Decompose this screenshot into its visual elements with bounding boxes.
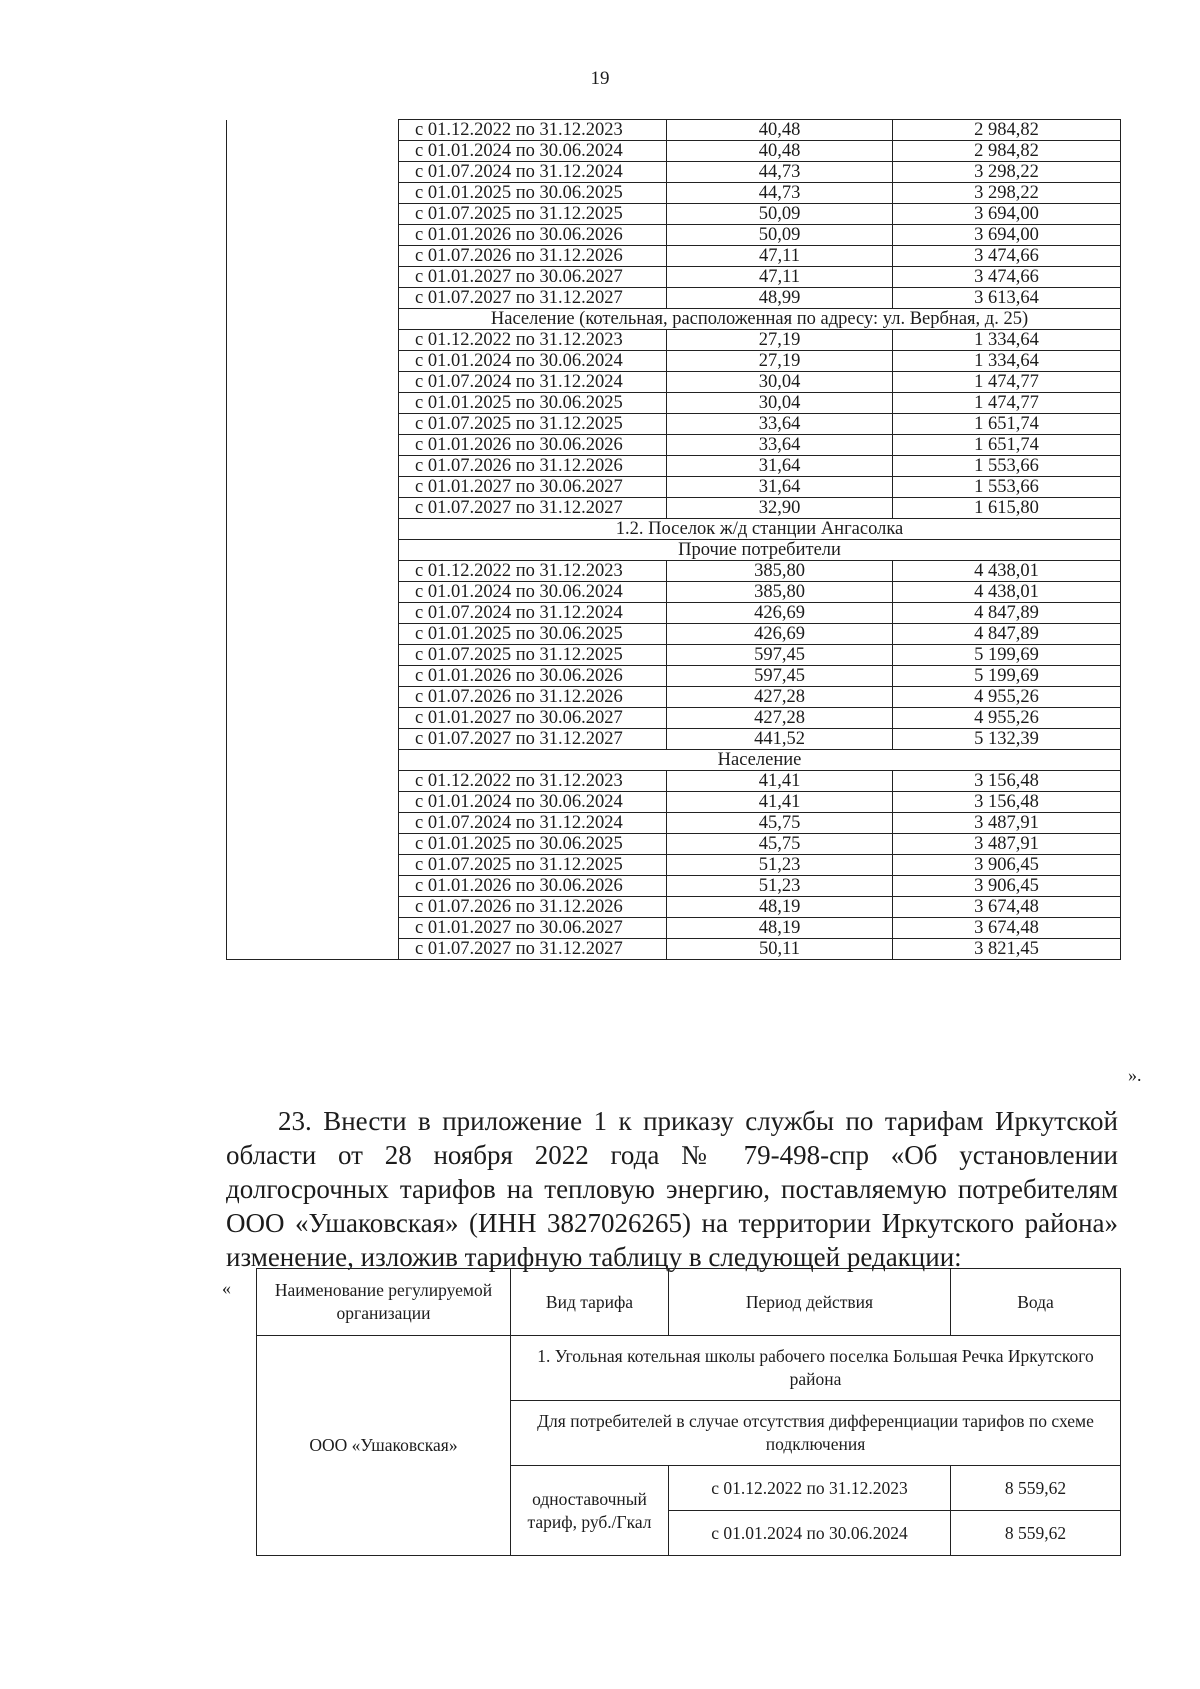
value-cell: 385,80 [667, 561, 893, 582]
period-cell: с 01.12.2022 по 31.12.2023 [399, 561, 667, 582]
value-cell: 5 199,69 [893, 645, 1121, 666]
period-cell: с 01.01.2024 по 30.06.2024 [399, 792, 667, 813]
period-cell: с 01.07.2025 по 31.12.2025 [399, 414, 667, 435]
header-org: Наименование регулируемой организации [257, 1269, 511, 1336]
period-cell: с 01.01.2024 по 30.06.2024 [399, 351, 667, 372]
period-cell: с 01.07.2026 по 31.12.2026 [399, 897, 667, 918]
value-cell: 3 487,91 [893, 813, 1121, 834]
subsection-heading: Для потребителей в случае отсутствия дифференциации тарифов по схеме подключения [511, 1401, 1121, 1466]
period-cell: с 01.07.2027 по 31.12.2027 [399, 939, 667, 960]
value-cell: 40,48 [667, 141, 893, 162]
closing-quote: ». [1128, 1065, 1142, 1085]
value-cell: 385,80 [667, 582, 893, 603]
value-cell: 48,19 [667, 897, 893, 918]
value-cell: 426,69 [667, 603, 893, 624]
period-cell: с 01.01.2024 по 30.06.2024 [399, 582, 667, 603]
value-cell: 2 984,82 [893, 141, 1121, 162]
value-cell: 427,28 [667, 687, 893, 708]
value-cell: 47,11 [667, 267, 893, 288]
table-row [227, 120, 1121, 141]
value-cell: 48,99 [667, 288, 893, 309]
value-cell: 3 674,48 [893, 897, 1121, 918]
value-cell: 45,75 [667, 813, 893, 834]
value-cell: 50,09 [667, 204, 893, 225]
value-cell: 4 847,89 [893, 624, 1121, 645]
value-cell: 4 955,26 [893, 687, 1121, 708]
paragraph-text: 23. Внести в приложение 1 к приказу службы по тарифам Иркутской области от 28 ноября 2022 года № 79-498-спр «Об установлении долгосрочных тарифов на тепловую энергию, поставляемую потребителям ООО «Ушаковская» (ИНН 3827026265) на территории Иркутского района» изменение, изложив тарифную таблицу в следующей редакции: [226, 1106, 1118, 1272]
value-cell: 41,41 [667, 792, 893, 813]
period-cell: с 01.12.2022 по 31.12.2023 [669, 1466, 951, 1511]
value-cell: 3 821,45 [893, 939, 1121, 960]
period-cell: с 01.01.2026 по 30.06.2026 [399, 666, 667, 687]
value-cell: 4 847,89 [893, 603, 1121, 624]
value-cell: 51,23 [667, 876, 893, 897]
value-cell: 44,73 [667, 183, 893, 204]
value-cell: 1 553,66 [893, 477, 1121, 498]
value-cell: 8 559,62 [951, 1511, 1121, 1556]
value-cell: 3 156,48 [893, 771, 1121, 792]
value-cell: 426,69 [667, 624, 893, 645]
period-cell: с 01.07.2026 по 31.12.2026 [399, 687, 667, 708]
section-heading: 1.2. Поселок ж/д станции Ангасолка [399, 519, 1121, 540]
period-cell: с 01.01.2024 по 30.06.2024 [399, 141, 667, 162]
value-cell: 3 474,66 [893, 246, 1121, 267]
value-cell: 32,90 [667, 498, 893, 519]
tariff-table-bottom [256, 1268, 1121, 1556]
tariff-label: одноставочный тариф, руб./Гкал [511, 1466, 669, 1556]
value-cell: 30,04 [667, 393, 893, 414]
period-cell: с 01.12.2022 по 31.12.2023 [399, 120, 667, 141]
value-cell: 33,64 [667, 414, 893, 435]
value-cell: 3 694,00 [893, 204, 1121, 225]
section-heading: Население (котельная, расположенная по адресу: ул. Вербная, д. 25) [399, 309, 1121, 330]
value-cell: 4 438,01 [893, 561, 1121, 582]
value-cell: 1 651,74 [893, 435, 1121, 456]
value-cell: 441,52 [667, 729, 893, 750]
value-cell: 3 674,48 [893, 918, 1121, 939]
tariff-table-top [226, 119, 1121, 960]
value-cell: 1 474,77 [893, 393, 1121, 414]
page-number: 19 [590, 68, 610, 89]
value-cell: 31,64 [667, 456, 893, 477]
org-name: ООО «Ушаковская» [257, 1336, 511, 1556]
period-cell: с 01.07.2024 по 31.12.2024 [399, 813, 667, 834]
value-cell: 2 984,82 [893, 120, 1121, 141]
value-cell: 8 559,62 [951, 1466, 1121, 1511]
value-cell: 51,23 [667, 855, 893, 876]
period-cell: с 01.07.2025 по 31.12.2025 [399, 855, 667, 876]
value-cell: 3 906,45 [893, 876, 1121, 897]
period-cell: с 01.07.2025 по 31.12.2025 [399, 204, 667, 225]
value-cell: 4 438,01 [893, 582, 1121, 603]
period-cell: с 01.01.2025 по 30.06.2025 [399, 834, 667, 855]
period-cell: с 01.01.2024 по 30.06.2024 [669, 1511, 951, 1556]
value-cell: 27,19 [667, 351, 893, 372]
period-cell: с 01.01.2025 по 30.06.2025 [399, 183, 667, 204]
value-cell: 40,48 [667, 120, 893, 141]
org-column-continuation [227, 120, 399, 960]
value-cell: 4 955,26 [893, 708, 1121, 729]
value-cell: 597,45 [667, 645, 893, 666]
period-cell: с 01.07.2026 по 31.12.2026 [399, 456, 667, 477]
period-cell: с 01.07.2024 по 31.12.2024 [399, 603, 667, 624]
section-heading: 1. Угольная котельная школы рабочего поселка Большая Речка Иркутского района [511, 1336, 1121, 1401]
paragraph-23 [226, 1104, 1118, 1274]
section-row [257, 1336, 1121, 1401]
value-cell: 3 156,48 [893, 792, 1121, 813]
header-period: Период действия [669, 1269, 951, 1336]
period-cell: с 01.01.2026 по 30.06.2026 [399, 876, 667, 897]
value-cell: 44,73 [667, 162, 893, 183]
value-cell: 50,09 [667, 225, 893, 246]
value-cell: 47,11 [667, 246, 893, 267]
period-cell: с 01.07.2024 по 31.12.2024 [399, 162, 667, 183]
value-cell: 1 334,64 [893, 330, 1121, 351]
header-tariff-type: Вид тарифа [511, 1269, 669, 1336]
value-cell: 48,19 [667, 918, 893, 939]
header-water: Вода [951, 1269, 1121, 1336]
opening-quote: « [222, 1278, 231, 1298]
value-cell: 427,28 [667, 708, 893, 729]
value-cell: 5 199,69 [893, 666, 1121, 687]
value-cell: 3 694,00 [893, 225, 1121, 246]
value-cell: 41,41 [667, 771, 893, 792]
value-cell: 3 298,22 [893, 183, 1121, 204]
value-cell: 1 553,66 [893, 456, 1121, 477]
value-cell: 27,19 [667, 330, 893, 351]
value-cell: 597,45 [667, 666, 893, 687]
value-cell: 3 613,64 [893, 288, 1121, 309]
value-cell: 45,75 [667, 834, 893, 855]
section-heading: Население [399, 750, 1121, 771]
value-cell: 31,64 [667, 477, 893, 498]
value-cell: 33,64 [667, 435, 893, 456]
period-cell: с 01.07.2026 по 31.12.2026 [399, 246, 667, 267]
period-cell: с 01.01.2027 по 30.06.2027 [399, 918, 667, 939]
value-cell: 50,11 [667, 939, 893, 960]
period-cell: с 01.12.2022 по 31.12.2023 [399, 771, 667, 792]
value-cell: 3 487,91 [893, 834, 1121, 855]
period-cell: с 01.12.2022 по 31.12.2023 [399, 330, 667, 351]
period-cell: с 01.07.2024 по 31.12.2024 [399, 372, 667, 393]
value-cell: 5 132,39 [893, 729, 1121, 750]
value-cell: 3 906,45 [893, 855, 1121, 876]
value-cell: 1 474,77 [893, 372, 1121, 393]
period-cell: с 01.01.2027 по 30.06.2027 [399, 477, 667, 498]
value-cell: 30,04 [667, 372, 893, 393]
period-cell: с 01.07.2027 по 31.12.2027 [399, 288, 667, 309]
period-cell: с 01.01.2025 по 30.06.2025 [399, 624, 667, 645]
section-heading: Прочие потребители [399, 540, 1121, 561]
value-cell: 1 615,80 [893, 498, 1121, 519]
period-cell: с 01.01.2027 по 30.06.2027 [399, 267, 667, 288]
period-cell: с 01.01.2025 по 30.06.2025 [399, 393, 667, 414]
period-cell: с 01.01.2026 по 30.06.2026 [399, 435, 667, 456]
period-cell: с 01.07.2025 по 31.12.2025 [399, 645, 667, 666]
period-cell: с 01.07.2027 по 31.12.2027 [399, 498, 667, 519]
value-cell: 3 474,66 [893, 267, 1121, 288]
period-cell: с 01.01.2026 по 30.06.2026 [399, 225, 667, 246]
value-cell: 1 334,64 [893, 351, 1121, 372]
period-cell: с 01.01.2027 по 30.06.2027 [399, 708, 667, 729]
period-cell: с 01.07.2027 по 31.12.2027 [399, 729, 667, 750]
table-header-row [257, 1269, 1121, 1336]
value-cell: 3 298,22 [893, 162, 1121, 183]
value-cell: 1 651,74 [893, 414, 1121, 435]
